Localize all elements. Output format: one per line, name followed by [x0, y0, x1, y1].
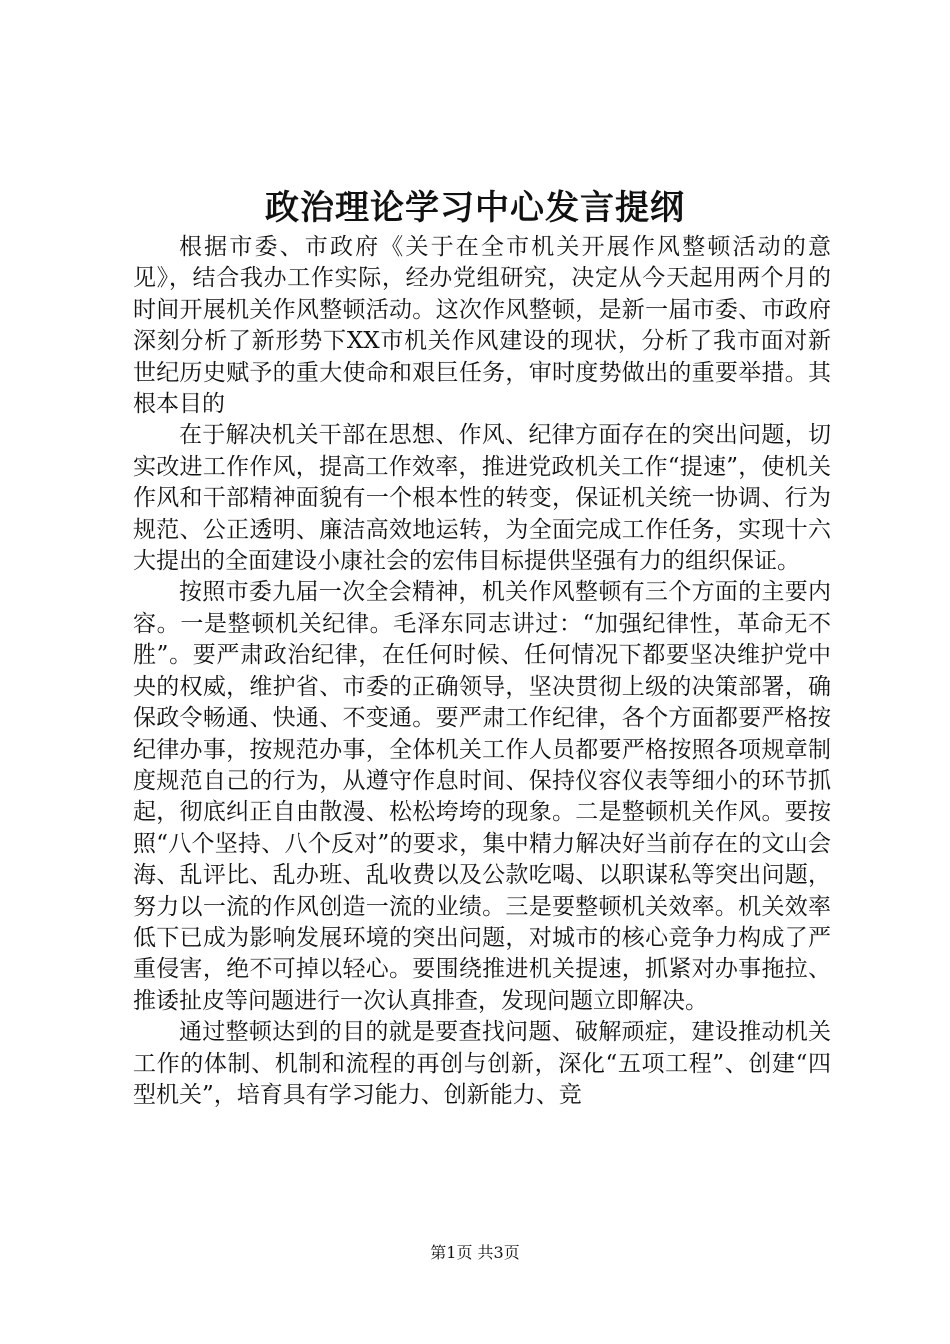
paragraph: 根据市委、市政府《关于在全市机关开展作风整顿活动的意见》，结合我办工作实际，经办党组研究，决定从今天起用两个月的时间开展机关作风整顿活动。这次作风整顿，是新一届市委、市政府深刻分析了新形势下XX市机关作风建设的现状，分析了我市面对新世纪历史赋予的重大使命和艰巨任务，审时度势做出的重要举措。其根本目的 [133, 234, 831, 418]
page-number: 第1页 共3页 [430, 1243, 520, 1262]
document-body [133, 232, 831, 1111]
paragraph: 通过整顿达到的目的就是要查找问题、破解顽症，建设推动机关工作的体制、机制和流程的再创与创新，深化“五项工程”、创建“四型机关”，培育具有学习能力、创新能力、竞 [133, 1019, 831, 1108]
paragraph: 按照市委九届一次全会精神，机关作风整顿有三个方面的主要内容。一是整顿机关纪律。毛泽东同志讲过：“加强纪律性，革命无不胜”。要严肃政治纪律，在任何时候、任何情况下都要坚决维护党中央的权威，维护省、市委的正确领导，坚决贯彻上级的决策部署，确保政令畅通、快通、不变通。要严肃工作纪律，各个方面都要严格按纪律办事，按规范办事，全体机关工作人员都要严格按照各项规章制度规范自己的行为，从遵守作息时间、保持仪容仪表等细小的环节抓起，彻底纠正自由散漫、松松垮垮的现象。二是整顿机关作风。要按照“八个坚持、八个反对”的要求，集中精力解决好当前存在的文山会海、乱评比、乱办班、乱收费以及公款吃喝、以职谋私等突出问题，努力以一流的作风创造一流的业绩。三是要整顿机关效率。机关效率低下已成为影响发展环境的突出问题，对城市的核心竞争力构成了严重侵害，绝不可掉以轻心。要围绕推进机关提速，抓紧对办事拖拉、推诿扯皮等问题进行一次认真排查，发现问题立即解决。 [133, 579, 831, 1014]
document-title: 政治理论学习中心发言提纲 [265, 188, 685, 228]
paragraph: 在于解决机关干部在思想、作风、纪律方面存在的突出问题，切实改进工作作风，提高工作效率，推进党政机关工作“提速”，使机关作风和干部精神面貌有一个根本性的转变，保证机关统一协调、行为规范、公正透明、廉洁高效地运转，为全面完成工作任务，实现十六大提出的全面建设小康社会的宏伟目标提供坚强有力的组织保证。 [133, 422, 831, 575]
